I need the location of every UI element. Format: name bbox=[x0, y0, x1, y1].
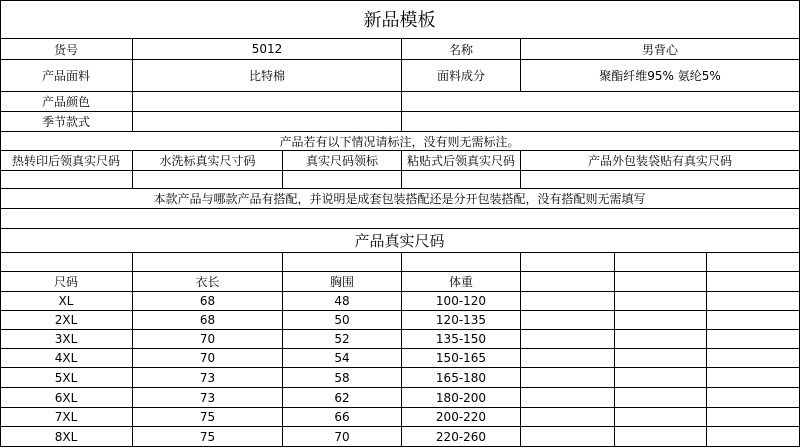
grid-cell[interactable] bbox=[283, 253, 402, 272]
season-label: 季节款式 bbox=[0, 112, 133, 132]
size-cell[interactable]: 5XL bbox=[0, 368, 133, 388]
grid-cell[interactable] bbox=[707, 408, 800, 427]
chest-cell[interactable]: 48 bbox=[283, 292, 402, 311]
fabric-value[interactable]: 比特棉 bbox=[133, 60, 402, 92]
length-cell[interactable]: 73 bbox=[133, 388, 283, 408]
grid-cell[interactable] bbox=[521, 311, 615, 330]
size-row bbox=[0, 349, 800, 368]
label-header-package: 产品外包装袋贴有真实尺码 bbox=[521, 151, 800, 171]
grid-cell[interactable] bbox=[521, 427, 615, 447]
color-value[interactable] bbox=[133, 92, 402, 112]
size-row bbox=[0, 368, 800, 388]
grid-cell[interactable] bbox=[707, 253, 800, 272]
grid-cell[interactable] bbox=[707, 330, 800, 349]
grid-cell[interactable] bbox=[707, 368, 800, 388]
grid-cell[interactable] bbox=[521, 349, 615, 368]
weight-cell[interactable]: 200-220 bbox=[402, 408, 521, 427]
weight-cell[interactable]: 180-200 bbox=[402, 388, 521, 408]
grid-cell[interactable] bbox=[707, 292, 800, 311]
grid-cell[interactable] bbox=[707, 311, 800, 330]
chest-cell[interactable]: 52 bbox=[283, 330, 402, 349]
sheet-title: 新品模板 bbox=[0, 0, 800, 39]
grid-cell[interactable] bbox=[615, 292, 707, 311]
chest-cell[interactable]: 70 bbox=[283, 427, 402, 447]
label-value-sticker[interactable] bbox=[402, 171, 521, 189]
size-cell[interactable]: 7XL bbox=[0, 408, 133, 427]
grid-cell[interactable] bbox=[615, 368, 707, 388]
size-header-weight: 体重 bbox=[402, 272, 521, 292]
chest-cell[interactable]: 58 bbox=[283, 368, 402, 388]
grid-cell[interactable] bbox=[615, 272, 707, 292]
weight-cell[interactable]: 220-260 bbox=[402, 427, 521, 447]
item-no-value[interactable]: 5012 bbox=[133, 39, 402, 60]
chest-cell[interactable]: 66 bbox=[283, 408, 402, 427]
blank-row bbox=[0, 209, 800, 229]
name-value[interactable]: 男背心 bbox=[521, 39, 800, 60]
length-cell[interactable]: 70 bbox=[133, 349, 283, 368]
length-cell[interactable]: 68 bbox=[133, 292, 283, 311]
grid-cell[interactable] bbox=[615, 330, 707, 349]
size-cell[interactable]: 2XL bbox=[0, 311, 133, 330]
item-no-label: 货号 bbox=[0, 39, 133, 60]
label-value-heat-transfer[interactable] bbox=[0, 171, 133, 189]
chest-cell[interactable]: 54 bbox=[283, 349, 402, 368]
notice-row-1 bbox=[0, 132, 800, 151]
grid-cell[interactable] bbox=[615, 427, 707, 447]
grid-cell[interactable] bbox=[521, 330, 615, 349]
label-header-sticker: 粘贴式后领真实尺码 bbox=[402, 151, 521, 171]
grid-cell[interactable] bbox=[707, 349, 800, 368]
name-label: 名称 bbox=[402, 39, 521, 60]
label-header-row bbox=[0, 151, 800, 171]
size-cell[interactable]: 6XL bbox=[0, 388, 133, 408]
grid-cell[interactable] bbox=[521, 388, 615, 408]
size-row bbox=[0, 408, 800, 427]
grid-cell[interactable] bbox=[615, 253, 707, 272]
season-row bbox=[0, 112, 800, 132]
label-value-size-tag[interactable] bbox=[283, 171, 402, 189]
size-row bbox=[0, 292, 800, 311]
grid-cell[interactable] bbox=[521, 272, 615, 292]
notice-row-2 bbox=[0, 189, 800, 209]
fabric-label: 产品面料 bbox=[0, 60, 133, 92]
chest-cell[interactable]: 62 bbox=[283, 388, 402, 408]
color-row bbox=[0, 92, 800, 112]
size-cell[interactable]: 4XL bbox=[0, 349, 133, 368]
composition-label: 面料成分 bbox=[402, 60, 521, 92]
weight-cell[interactable]: 100-120 bbox=[402, 292, 521, 311]
size-header-length: 衣长 bbox=[133, 272, 283, 292]
size-header-row bbox=[0, 272, 800, 292]
notice-text-2: 本款产品与哪款产品有搭配，并说明是成套包装搭配还是分开包装搭配，没有搭配则无需填写 bbox=[0, 189, 800, 209]
label-header-heat-transfer: 热转印后领真实尺码 bbox=[0, 151, 133, 171]
grid-cell[interactable] bbox=[521, 292, 615, 311]
grid-cell[interactable] bbox=[521, 408, 615, 427]
grid-cell[interactable] bbox=[615, 311, 707, 330]
label-value-row bbox=[0, 171, 800, 189]
size-cell[interactable]: 3XL bbox=[0, 330, 133, 349]
notice-text-1: 产品若有以下情况请标注，没有则无需标注。 bbox=[0, 132, 800, 151]
title-row bbox=[0, 0, 800, 39]
size-row bbox=[0, 388, 800, 408]
length-cell[interactable]: 73 bbox=[133, 368, 283, 388]
size-title: 产品真实尺码 bbox=[0, 229, 800, 253]
season-value[interactable] bbox=[133, 112, 402, 132]
grid-cell[interactable] bbox=[707, 427, 800, 447]
item-row bbox=[0, 39, 800, 60]
weight-cell[interactable]: 135-150 bbox=[402, 330, 521, 349]
grid-cell[interactable] bbox=[615, 408, 707, 427]
label-value-package[interactable] bbox=[521, 171, 800, 189]
grid-cell[interactable] bbox=[0, 253, 133, 272]
length-cell[interactable]: 75 bbox=[133, 408, 283, 427]
color-label: 产品颜色 bbox=[0, 92, 133, 112]
size-header-chest: 胸围 bbox=[283, 272, 402, 292]
grid-cell[interactable] bbox=[615, 388, 707, 408]
pairing-value[interactable] bbox=[0, 209, 800, 229]
grid-cell[interactable] bbox=[707, 272, 800, 292]
size-cell[interactable]: XL bbox=[0, 292, 133, 311]
grid-cell[interactable] bbox=[521, 368, 615, 388]
length-cell[interactable]: 70 bbox=[133, 330, 283, 349]
grid-cell[interactable] bbox=[615, 349, 707, 368]
size-cell[interactable]: 8XL bbox=[0, 427, 133, 447]
length-cell[interactable]: 75 bbox=[133, 427, 283, 447]
chest-cell[interactable]: 50 bbox=[283, 311, 402, 330]
fabric-row bbox=[0, 60, 800, 92]
weight-cell[interactable]: 150-165 bbox=[402, 349, 521, 368]
weight-cell[interactable]: 165-180 bbox=[402, 368, 521, 388]
grid-cell[interactable] bbox=[133, 253, 283, 272]
color-extra[interactable] bbox=[402, 92, 800, 112]
size-row bbox=[0, 427, 800, 447]
composition-value[interactable]: 聚酯纤维95% 氨纶5% bbox=[521, 60, 800, 92]
label-header-wash-label: 水洗标真实尺寸码 bbox=[133, 151, 283, 171]
grid-cell[interactable] bbox=[707, 388, 800, 408]
size-title-row bbox=[0, 229, 800, 253]
label-header-size-tag: 真实尺码领标 bbox=[283, 151, 402, 171]
length-cell[interactable]: 68 bbox=[133, 311, 283, 330]
label-value-wash-label[interactable] bbox=[133, 171, 283, 189]
grid-cell[interactable] bbox=[521, 253, 615, 272]
weight-cell[interactable]: 120-135 bbox=[402, 311, 521, 330]
size-row bbox=[0, 330, 800, 349]
season-extra[interactable] bbox=[402, 112, 800, 132]
grid-cell[interactable] bbox=[402, 253, 521, 272]
size-header-size: 尺码 bbox=[0, 272, 133, 292]
size-row bbox=[0, 311, 800, 330]
size-spacer-row bbox=[0, 253, 800, 272]
